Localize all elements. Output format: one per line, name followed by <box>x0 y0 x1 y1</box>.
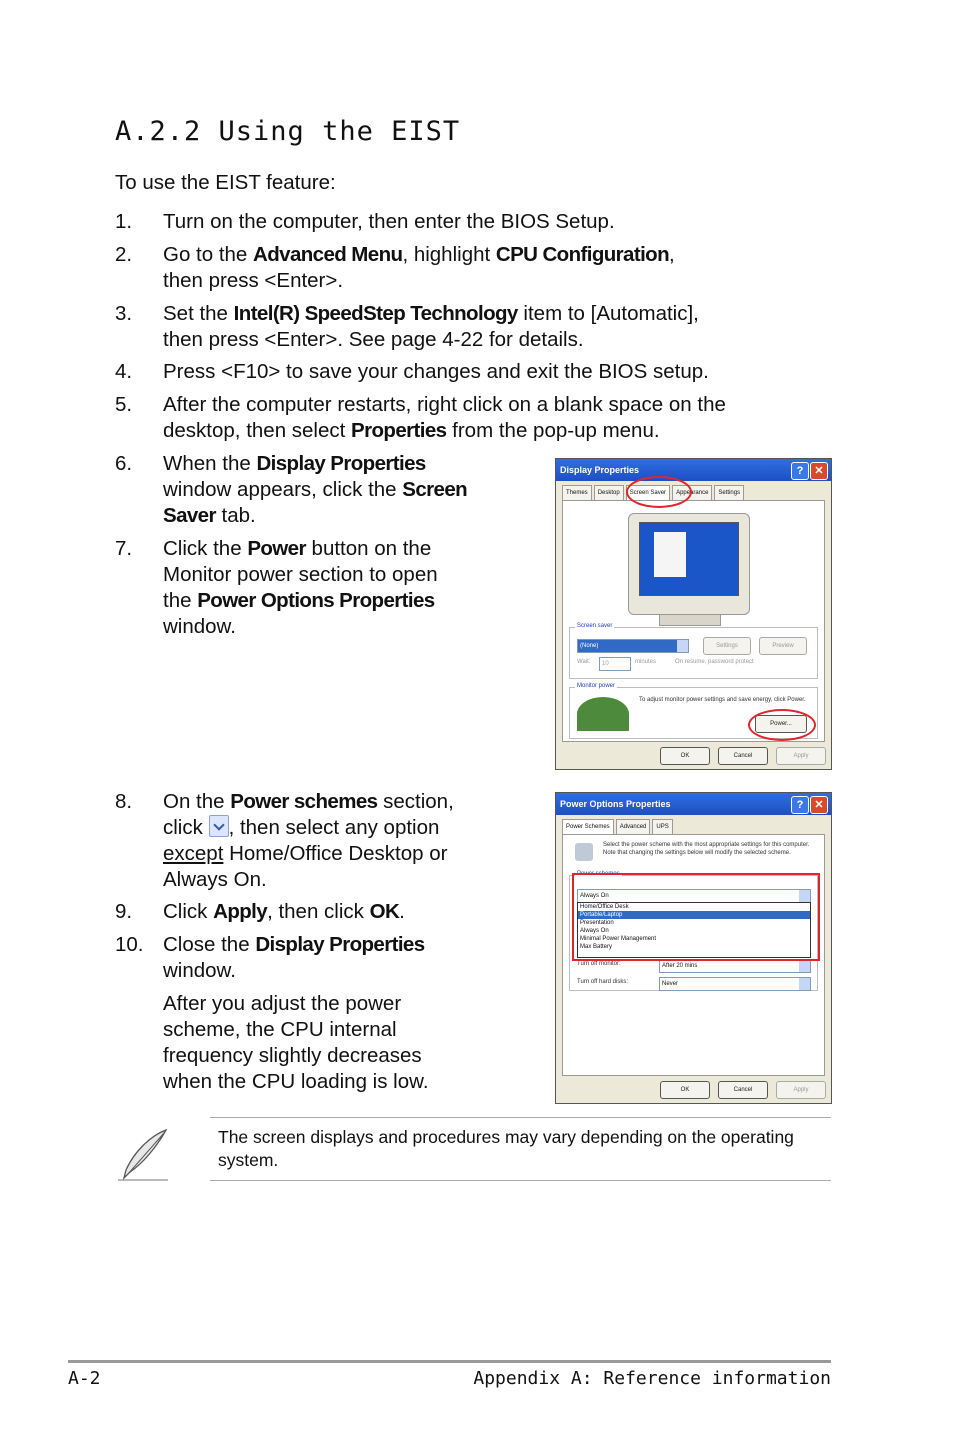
apply-button: Apply <box>776 1081 826 1099</box>
step-number: 1. <box>115 210 133 233</box>
tab-power-schemes: Power Schemes <box>562 819 614 835</box>
monitor-icon <box>628 513 750 615</box>
energy-star-icon <box>577 697 629 731</box>
scheme-option: Minimal Power Management <box>580 936 657 942</box>
step-text <box>163 932 425 984</box>
step-number: 9. <box>115 900 133 923</box>
monitor-power-label: Monitor power <box>577 683 616 689</box>
screensaver-combo <box>577 639 689 653</box>
turn-off-disks-combo <box>659 977 811 991</box>
wait-label: Wait: <box>577 659 591 665</box>
screensaver-label: Screen saver <box>577 623 613 629</box>
power-tabs <box>562 819 673 835</box>
settings-button: Settings <box>703 637 751 655</box>
footer-rule <box>68 1360 831 1363</box>
step-fragment: then press <Enter>. See page 4-22 for details. <box>163 328 584 351</box>
step-fragment: Always On. <box>163 868 267 891</box>
step-number: 6. <box>115 452 133 475</box>
highlight-box-schemes <box>572 873 820 961</box>
apply-button: Apply <box>776 747 826 765</box>
step-fragment: window appears, click the <box>163 478 403 501</box>
step-fragment: Click the <box>163 537 248 560</box>
step-text <box>163 359 709 385</box>
monitor-power-text: To adjust monitor power settings and save energy, click Power. <box>639 697 806 703</box>
turn-off-monitor-label: Turn off monitor: <box>577 961 621 967</box>
step-fragment: Monitor power section to open <box>163 563 438 586</box>
step-fragment: Go to the <box>163 243 254 266</box>
step-fragment: the <box>163 589 198 612</box>
step-fragment: , then select any option <box>228 816 440 839</box>
scheme-option: Home/Office Desk <box>580 904 629 910</box>
ui-term: Display Properties <box>256 452 426 475</box>
section-heading: A.2.2 Using the EIST <box>115 116 461 147</box>
step-number: 8. <box>115 790 133 813</box>
footer-title: Appendix A: Reference information <box>473 1368 831 1389</box>
power-schemes-label: Power schemes <box>577 871 620 877</box>
close-icon: ✕ <box>810 462 828 480</box>
step-number: 2. <box>115 243 133 266</box>
step-text <box>163 301 699 353</box>
power-scheme-selected: Always On <box>580 893 609 899</box>
help-icon: ? <box>791 462 809 480</box>
step-fragment: , then click <box>267 900 370 923</box>
step-text <box>163 451 467 529</box>
ok-button: OK <box>660 747 710 765</box>
ui-term: Saver <box>163 504 216 527</box>
after-adjust-text: After you adjust the power scheme, the CPU internal frequency slightly decreases when the CPU loading is low. <box>163 992 429 1093</box>
step-number: 10. <box>115 933 144 956</box>
display-dialog-titlebar <box>556 459 831 481</box>
intro-text: To use the EIST feature: <box>115 171 336 194</box>
step-text <box>163 392 726 444</box>
note-top-rule <box>210 1117 831 1118</box>
turn-off-disks-value: Never <box>662 981 679 987</box>
screensaver-panel <box>562 500 825 742</box>
ui-term: Power Options Properties <box>197 589 435 612</box>
display-dialog-title: Display Properties <box>560 465 640 475</box>
power-scheme-description: Select the power scheme with the most appropriate settings for this computer. Note that changing the settings below will modify the selected scheme. <box>603 842 810 856</box>
ui-term: Screen <box>402 478 468 501</box>
step-fragment: On the <box>163 790 231 813</box>
wait-field: 10 <box>599 657 631 671</box>
turn-off-disks-label: Turn off hard disks: <box>577 979 629 985</box>
scheme-option: Always On <box>580 928 609 934</box>
step-number: 7. <box>115 537 133 560</box>
tab-advanced: Advanced <box>616 819 651 835</box>
step-text <box>163 209 615 235</box>
power-dialog-title: Power Options Properties <box>560 799 671 809</box>
power-plug-icon <box>575 843 593 861</box>
step-fragment: Close the <box>163 933 256 956</box>
ui-term: Power schemes <box>230 790 378 813</box>
step-fragment: item to [Automatic], <box>517 302 699 325</box>
step-fragment: desktop, then select <box>163 419 352 442</box>
preview-button: Preview <box>759 637 807 655</box>
step-fragment: When the <box>163 452 257 475</box>
page-number: A-2 <box>68 1368 101 1389</box>
step-fragment: window. <box>163 959 236 982</box>
step-number: 5. <box>115 393 133 416</box>
step-fragment: . <box>399 900 405 923</box>
tab-settings: Settings <box>714 485 744 501</box>
step-fragment: except <box>163 842 224 865</box>
step-text <box>163 789 454 893</box>
highlight-circle-screensaver <box>626 476 692 508</box>
step-fragment: click <box>163 816 209 839</box>
step-fragment: , <box>669 243 675 266</box>
power-button: Power... <box>755 715 807 733</box>
minutes-label: minutes <box>635 659 657 665</box>
ui-term: CPU Configuration <box>495 243 670 266</box>
step-fragment: button on the <box>305 537 432 560</box>
ui-term: Properties <box>351 419 447 442</box>
step-fragment: window. <box>163 615 236 638</box>
scheme-option: Presentation <box>580 920 614 926</box>
scheme-option: Portable/Laptop <box>578 911 810 919</box>
tab-screen-saver: Screen Saver <box>626 485 670 501</box>
note-text: The screen displays and procedures may vary depending on the operating system. <box>218 1127 794 1170</box>
scheme-option: Max Battery <box>580 944 613 950</box>
step-fragment: Home/Office Desktop or <box>223 842 448 865</box>
step-fragment: from the pop-up menu. <box>446 419 660 442</box>
display-properties-screenshot <box>555 458 832 770</box>
step-fragment: section, <box>377 790 454 813</box>
help-icon: ? <box>791 796 809 814</box>
feather-pen-icon <box>114 1126 172 1184</box>
step-fragment: Click <box>163 900 214 923</box>
ui-term: Advanced Menu <box>253 243 403 266</box>
ui-term: Power <box>247 537 306 560</box>
step-fragment: Press <F10> to save your changes and exit the BIOS setup. <box>163 360 709 383</box>
cancel-button: Cancel <box>718 747 768 765</box>
ui-term: Display Properties <box>255 933 425 956</box>
ok-button: OK <box>660 1081 710 1099</box>
highlight-circle-power <box>748 709 816 741</box>
ui-term: Intel(R) SpeedStep Technology <box>233 302 518 325</box>
note-bottom-rule <box>210 1180 831 1181</box>
tab-themes: Themes <box>562 485 592 501</box>
step-text <box>163 899 405 925</box>
power-dialog-titlebar <box>556 793 831 815</box>
step-fragment: Set the <box>163 302 234 325</box>
tab-appearance: Appearance <box>672 485 712 501</box>
password-checkbox: On resume, password protect <box>675 659 754 665</box>
turn-off-monitor-combo <box>659 959 811 973</box>
turn-off-monitor-value: After 20 mins <box>662 963 698 969</box>
step-fragment: After the computer restarts, right click on a blank space on the <box>163 393 726 416</box>
step-number: 3. <box>115 302 133 325</box>
tab-ups: UPS <box>652 819 672 835</box>
step-text <box>163 536 438 640</box>
close-icon: ✕ <box>810 796 828 814</box>
tab-desktop: Desktop <box>594 485 624 501</box>
step-fragment: Turn on the computer, then enter the BIOS Setup. <box>163 210 615 233</box>
step-fragment: , highlight <box>402 243 496 266</box>
dropdown-arrow-icon <box>209 815 229 837</box>
ui-term: OK <box>369 900 400 923</box>
step-fragment: tab. <box>215 504 256 527</box>
ui-term: Apply <box>213 900 268 923</box>
cancel-button: Cancel <box>718 1081 768 1099</box>
step-fragment: then press <Enter>. <box>163 269 344 292</box>
power-options-screenshot <box>555 792 832 1104</box>
step-text <box>163 242 675 294</box>
screensaver-value: (None) <box>580 643 599 649</box>
step-number: 4. <box>115 360 133 383</box>
